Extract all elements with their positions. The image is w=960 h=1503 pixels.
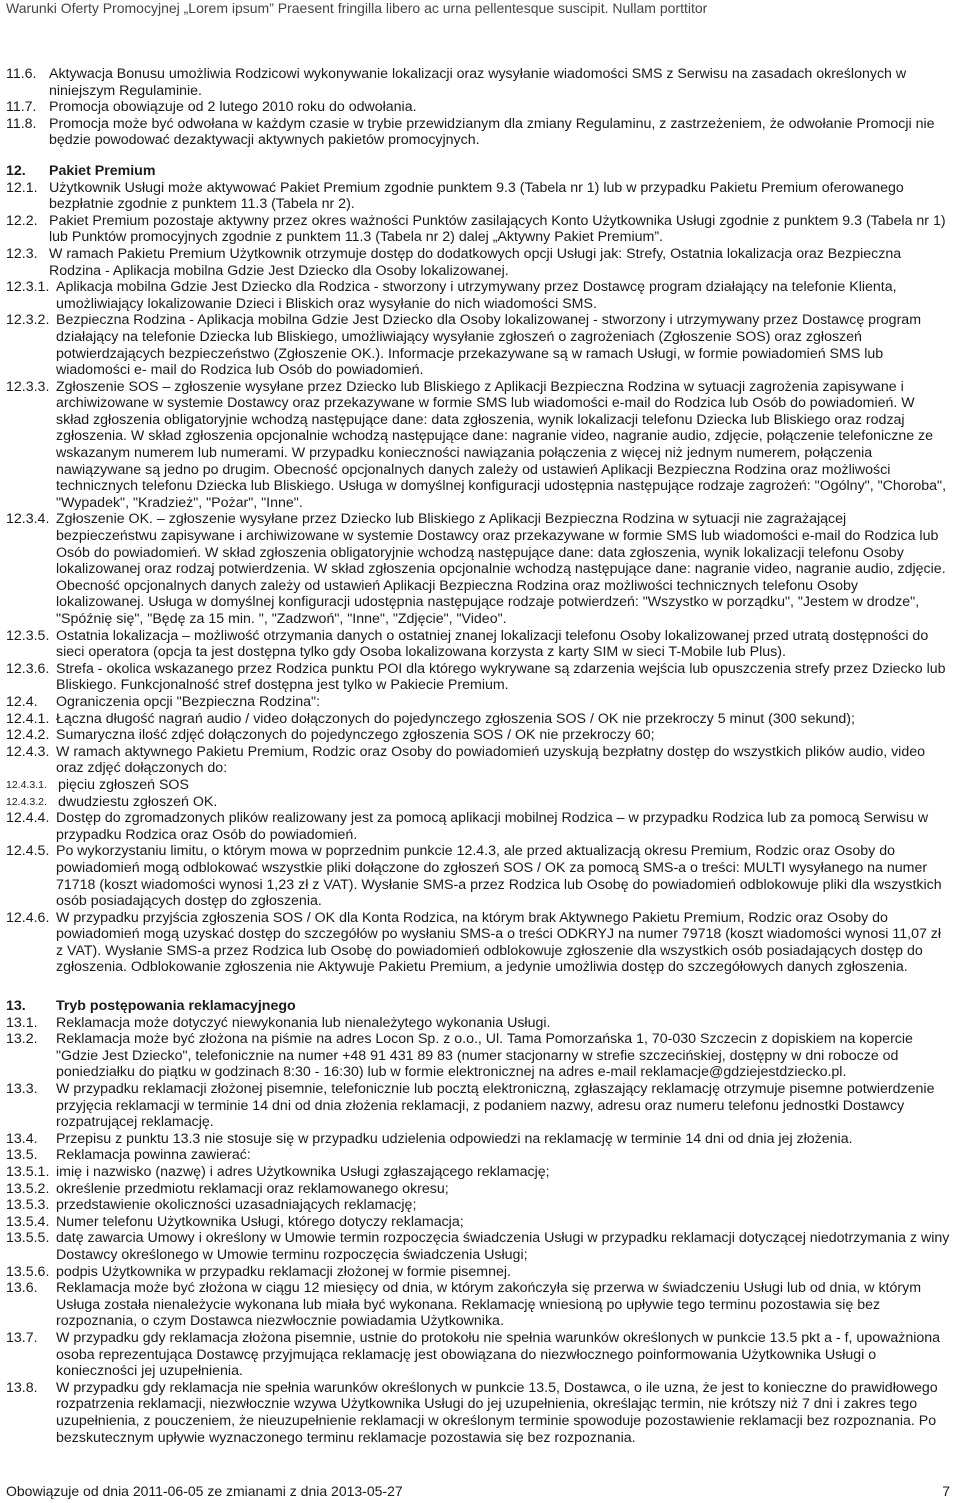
clause: 13.5.2. określenie przedmiotu reklamacji oraz reklamowanego okresu;	[6, 1180, 449, 1197]
footer-validity: Obowiązuje od dnia 2011-06-05 ze zmianami z dnia 2013-05-27	[6, 1483, 403, 1499]
clause: 13.3. W przypadku reklamacji złożonej pisemnie, telefonicznie lub pocztą elektroniczną, zgłaszający reklamację otrzymuje pisemne potwierdzenie przyjęcia reklamacji w terminie 14 dni od dnia złożenia reklamacji, z podaniem nazwy, adresu oraz numeru telefonu jednostki Dostawcy rozpatrującej reklamację.	[6, 1081, 935, 1131]
clause: 12.3.2. Bezpieczna Rodzina - Aplikacja mobilna Gdzie Jest Dziecko dla Osoby lokalizowanej - stworzony i utrzymywany przez Dostawcę program działający na telefonie Dziecka lub Bliskiego, umożliwiający wysyłanie zgłoszeń o zagrożeniach (Zgłoszenie SOS) oraz zgłoszeń potwierdzających bezpieczeństwo (Zgłoszenie OK.). Informacje przekazywane są w ramach Usługi, w formie powiadomień SMS lub wiadomości e- mail do Rodzica lub Osób do powiadomień.	[6, 312, 922, 379]
clause: 12.4.3.1. pięciu zgłoszeń SOS	[6, 776, 189, 793]
clause: 12.3.3. Zgłoszenie SOS – zgłoszenie wysyłane przez Dziecko lub Bliskiego z Aplikacji Bezpieczna Rodzina w sytuacji zagrożenia zapisywane i archiwizowane w systemie Dostawcy oraz przekazywane w formie SMS lub wiadomości e-mail do Rodzica lub Osób do powiadomień. W skład zgłoszenia obligatoryjnie wchodzą następujące dane: data zgłoszenia, wynik lokalizacji telefonu Dziecka lub Bliskiego oraz rodzaj zgłoszenia. W skład zgłoszenia opcjonalnie wchodzą następujące dane: nagranie video, nagranie audio, zdjęcie, połączenie telefoniczne ze wskazanym numerem lub numerami. W przypadku konieczności nawiązania połączenia z więcej niż jednym numerem, połączenia nawiązywane są jedno po drugim. Obecność opcjonalnych danych zależy od ustawień Aplikacji Bezpieczna Rodzina oraz możliwości technicznych telefonu Dziecka lub Bliskiego. Usługa w domyślnej konfiguracji udostępnia następujące rodzaje zagrożeń: "Ogólny", "Choroba", "Wypadek", "Kradzież", "Pożar", "Inne".	[6, 378, 947, 511]
section-heading-12: 12. Pakiet Premium	[6, 162, 156, 179]
clause: 12.2. Pakiet Premium pozostaje aktywny przez okres ważności Punktów zasilających Konto Użytkownika Usługi zgodnie z punktem 9.3 (Tabela nr 1) lub Punktów promocyjnych zgodnie z punktem 11.3 (Tabela nr 2) dalej „Aktywny Pakiet Premium”.	[6, 212, 946, 246]
clause: 12.4.5. Po wykorzystaniu limitu, o którym mowa w poprzednim punkcie 12.4.3, ale przed aktualizacją okresu Premium, Rodzic oraz Osoby do powiadomień mogą odblokować wszystkie pliki dołączone do zgłoszeń SOS / OK za pomocą SMS-a o treści: MULTI wysyłanego na numer 71718 (koszt wiadomości wynosi 1,23 zł z VAT). Wysłanie SMS-a przez Rodzica lub Osobę do powiadomień odblokowuje pliki dla wszystkich osób posiadających dostęp do zgłoszenia.	[6, 843, 942, 910]
clause: 11.8. Promocja może być odwołana w każdym czasie w trybie przewidzianym dla zmiany Regulaminu, z zastrzeżeniem, że odwołanie Promocji nie będzie powodować dezaktywacji aktywnych pakietów promocyjnych.	[6, 115, 935, 149]
clause: 11.7. Promocja obowiązuje od 2 lutego 2010 roku do odwołania.	[6, 99, 417, 116]
clause: 13.5.5. datę zawarcia Umowy i określony w Umowie termin rozpoczęcia świadczenia Usługi w przypadku reklamacji dotyczącej niedotrzymania z winy Dostawcy określonego w Umowie terminu rozpoczęcia świadczenia Usługi;	[6, 1230, 950, 1263]
section-heading-13: 13. Tryb postępowania reklamacyjnego	[6, 998, 296, 1015]
clause: 13.6. Reklamacja może być złożona w ciągu 12 miesięcy od dnia, w którym zakończyła się przerwa w świadczeniu Usługi lub od dnia, w którym Usługa została nienależycie wykonana lub miała być wykonana. Reklamację wniesioną po upływie tego terminu pozostawia się bez rozpoznania, o czym Dostawca niezwłocznie powiadamia Użytkownika.	[6, 1280, 922, 1330]
page-footer	[6, 1483, 950, 1499]
clause: 12.4.3. W ramach aktywnego Pakietu Premium, Rodzic oraz Osoby do powiadomień uzyskują bezpłatny dostęp do wszystkich plików audio, video oraz zdjęć dołączonych do:	[6, 743, 926, 777]
clause: 12.1. Użytkownik Usługi może aktywować Pakiet Premium zgodnie punktem 9.3 (Tabela nr 1) lub w przypadku Pakietu Premium oferowanego bezpłatnie zgodnie z punktem 11.3 (Tabela nr 2).	[6, 179, 904, 213]
clause: 13.5.3. przedstawienie okoliczności uzasadniających reklamację;	[6, 1197, 417, 1214]
clause: 11.6. Aktywacja Bonusu umożliwia Rodzicowi wykonywanie lokalizacji oraz wysyłanie wiadomości SMS z Serwisu na zasadach określonych w niniejszym Regulaminie.	[6, 66, 907, 99]
clause: 13.5.4. Numer telefonu Użytkownika Usługi, którego dotyczy reklamacja;	[6, 1213, 464, 1230]
clause: 13.2. Reklamacja może być złożona na piśmie na adres Locon Sp. z o.o., Ul. Tama Pomorzańska 1, 70-030 Szczecin z dopiskiem na kopercie "Gdzie Jest Dziecko", telefonicznie na numer +48 91 431 89 83 (numer stacjonarny w strefie szczecińskiej, dostępny w dni robocze od poniedziałku do piątku w godzinach 8:30 - 16:30) lub w formie elektronicznej na adres e-mail reklamacje@gdziejestdziecko.pl.	[6, 1031, 913, 1081]
clause: 13.5.1. imię i nazwisko (nazwę) i adres Użytkownika Usługi zgłaszającego reklamację;	[6, 1164, 550, 1180]
clause: 13.7. W przypadku gdy reklamacja złożona pisemnie, ustnie do protokołu nie spełnia warunków określonych w punkcie 13.5 pkt a - f, upoważniona osoba reprezentująca Dostawcę przyjmująca reklamację jest obowiązana do niezwłocznego poinformowania Użytkownika Usługi o konieczności jej uzupełnienia.	[6, 1329, 941, 1380]
clause: 12.3.1. Aplikacja mobilna Gdzie Jest Dziecko dla Rodzica - stworzony i utrzymywany przez Dostawcę program działający na telefonie Klienta, umożliwiający lokalizowanie Dzieci i Bliskich oraz wysyłanie do nich wiadomości SMS.	[6, 279, 897, 312]
clause: 13.5. Reklamacja powinna zawierać:	[6, 1147, 251, 1164]
clause: 13.5.6. podpis Użytkownika w przypadku reklamacji złożonej w formie pisemnej.	[6, 1263, 511, 1280]
document-body	[6, 66, 950, 1446]
clause: 12.4. Ograniczenia opcji "Bezpieczna Rodzina":	[6, 693, 321, 710]
clause: 12.4.1. Łączna długość nagrań audio / video dołączonych do pojedynczego zgłoszenia SOS / OK nie przekroczy 5 minut (300 sekund);	[6, 710, 855, 727]
clause: 12.3.4. Zgłoszenie OK. – zgłoszenie wysyłane przez Dziecko lub Bliskiego z Aplikacji Bezpieczna Rodzina w sytuacji nie zagrażającej bezpieczeństwu zapisywane i archiwizowane w systemie Dostawcy oraz przekazywane w formie SMS lub wiadomości e-mail do Rodzica lub Osób do powiadomień. W skład zgłoszenia obligatoryjnie wchodzą następujące dane: data zgłoszenia, wynik lokalizacji telefonu Osoby lokalizowanej oraz rodzaj potwierdzenia. W skład zgłoszenia opcjonalnie wchodzą następujące dane: nagranie video, nagranie audio, zdjęcie. Obecność opcjonalnych danych zależy od ustawień Aplikacji Bezpieczna Rodzina oraz możliwości technicznych telefonu Osoby lokalizowanej. Usługa w domyślnej konfiguracji udostępnia następujące rodzaje potwierdzeń: "Wszystko w porządku", "Jestem w drodze", "Spóźnię się", "Będę za 15 min. ", "Zadzwoń", "Inne", "Zdjęcie", "Video".	[6, 511, 946, 627]
clause: 12.3.5. Ostatnia lokalizacja – możliwość otrzymania danych o ostatniej znanej lokalizacji telefonu Osoby lokalizowanej przed utratą dostępności do sieci operatora (opcja ta jest dostępna tylko gdy Osoba lokalizowana korzysta z karty SIM w sieci T-Mobile lub Plus).	[6, 627, 929, 661]
clause: 13.4. Przepisu z punktu 13.3 nie stosuje się w przypadku udzielenia odpowiedzi na reklamację w terminie 14 dni od dnia jej złożenia.	[6, 1130, 853, 1147]
clause: 12.4.4. Dostęp do zgromadzonych plików realizowany jest za pomocą aplikacji mobilnej Rodzica – w przypadku Rodzica lub za pomocą Serwisu w przypadku Rodzica oraz Osób do powiadomień.	[6, 810, 929, 843]
clause: 12.4.3.2. dwudziestu zgłoszeń OK.	[6, 793, 218, 810]
page-number: 7	[942, 1483, 950, 1499]
clause: 13.8. W przypadku gdy reklamacja nie spełnia warunków określonych w punkcie 13.5, Dostawca, o ile uzna, że jest to konieczne do prawidłowego rozpatrzenia reklamacji, niezwłocznie wzywa Użytkownika Usługi do jej uzupełnienia, określając termin, nie krótszy niż 7 dni i zakres tego uzupełnienia, z pouczeniem, że nieuzupełnienie reklamacji w określonym terminie spowoduje pozostawienie reklamacji bez rozpoznania. Po bezskutecznym upływie wyznaczonego terminu reklamacje pozostawia się bez rozpoznania.	[6, 1379, 938, 1446]
clause: 12.3.6. Strefa - okolica wskazanego przez Rodzica punktu POI dla którego wykrywane są zdarzenia wejścia lub opuszczenia strefy przez Dziecko lub Bliskiego. Funkcjonalność stref dostępna jest tylko w Pakiecie Premium.	[6, 660, 946, 694]
clause: 12.4.2. Sumaryczna ilość zdjęć dołączonych do pojedynczego zgłoszenia SOS / OK nie przekroczy 60;	[6, 727, 655, 744]
page-header: Warunki Oferty Promocyjnej „Lorem ipsum” Praesent fringilla libero ac urna pellentesque suscipit. Nullam porttitor	[6, 0, 708, 16]
clause: 13.1. Reklamacja może dotyczyć niewykonania lub nienależytego wykonania Usługi.	[6, 1014, 551, 1031]
clause: 12.4.6. W przypadku przyjścia zgłoszenia SOS / OK dla Konta Rodzica, na którym brak Aktywnego Pakietu Premium, Rodzic oraz Osoby do powiadomień mogą uzyskać dostęp do szczegółów po wysłaniu SMS-a o treści ODKRYJ na numer 79718 (koszt wiadomości wynosi 11,07 zł z VAT). Wysłanie SMS-a przez Rodzica lub Osobę do powiadomień odblokowuje zgłoszenie dla wszystkich osób posiadających dostęp do zgłoszenia. Odblokowanie zgłoszenia nie Aktywuje Pakietu Premium, a jedynie umożliwia dostęp do szczegółowych danych zgłoszenia.	[6, 909, 942, 976]
clause: 12.3. W ramach Pakietu Premium Użytkownik otrzymuje dostęp do dodatkowych opcji Usługi jak: Strefy, Ostatnia lokalizacja oraz Bezpieczna Rodzina - Aplikacja mobilna Gdzie Jest Dziecko dla Osoby lokalizowanej.	[6, 245, 902, 279]
